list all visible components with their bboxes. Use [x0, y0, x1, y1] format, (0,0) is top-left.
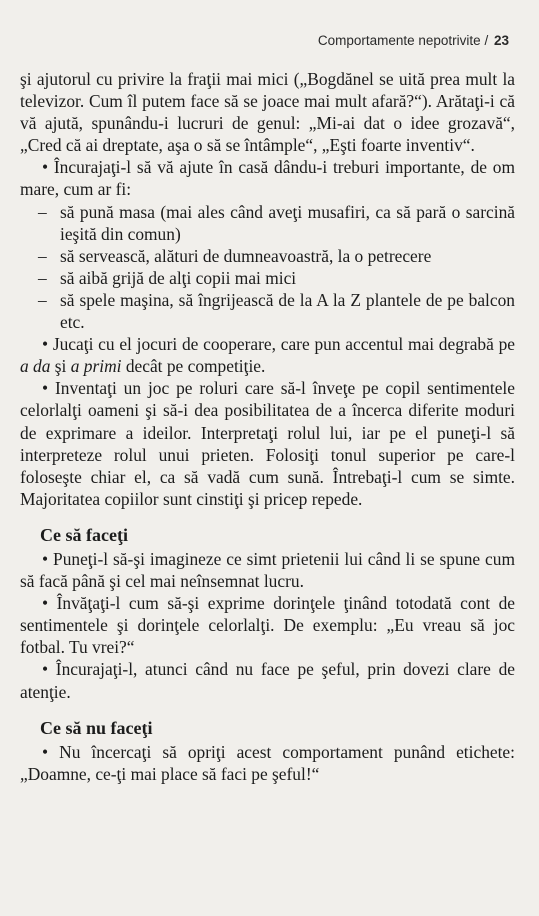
page-number: 23	[493, 33, 509, 48]
do-item: • Puneţi-l să-şi imagineze ce simt prietenii lui când li se spune cum să facă până şi cel mai neînsemnat lucru.	[20, 548, 515, 592]
section-heading-dont: Ce să nu faceţi	[40, 717, 153, 738]
list-item: – să servească, alături de dumneavoastră, la o petrecere	[38, 245, 432, 266]
do-item: • Încurajaţi-l, atunci când nu face pe şeful, prin dovezi clare de atenţie.	[20, 659, 515, 702]
header-separator: /	[484, 33, 489, 48]
running-title: Comportamente nepotrivite	[317, 33, 481, 48]
section-heading-do: Ce să faceţi	[40, 524, 128, 545]
paragraph-cooperative-games: • Jucaţi cu el jocuri de cooperare, care pun accentul mai degrabă pe a da şi a primi decât pe competiţie.	[20, 334, 515, 377]
list-item: – să pună masa (mai ales când aveţi musafiri, ca să pară o sarcină ieşită din comun)	[38, 201, 515, 244]
do-item: • Învăţaţi-l cum să-şi exprime dorinţele ţinând totodată cont de sentimentele şi dorinţele celorlalţi. De exemplu: „Eu vreau să joc fotbal. Tu vrei?“	[20, 593, 515, 658]
page-body	[20, 68, 515, 785]
running-header	[318, 33, 509, 48]
paragraph-continuation: şi ajutorul cu privire la fraţii mai mici („Bogdănel se uită prea mult la televizor. Cum îl putem face să se joace mai mult afară?“). Arătaţi-i că vă ajută, spunându-i lucruri de genul: „Mi-ai dat o idee grozavă“, „Cred că ai dreptate, aşa o să se întâmple“, „Eşti foarte inventiv“.	[20, 69, 515, 156]
paragraph-chores: • Încurajaţi-l să vă ajute în casă dându-i treburi importante, de om mare, cum ar fi:	[20, 157, 515, 200]
paragraph-role-play: • Inventaţi un joc pe roluri care să-l înveţe pe copil sentimentele celorlalţi oameni şi să-i dea posibilitatea de a încerca diferite moduri de exprimare a ideilor. Interpretaţi rolul lui, iar pe el puneţi-l să interpreteze rolul unui prieten. Folosiţi tonul superior pe care-l foloseşte chiar el, ca să vadă cum sună. Întrebaţi-l cum se simte. Majoritatea copiilor sunt cinstiţi şi pricep repede.	[20, 378, 515, 509]
list-item: – să spele maşina, să îngrijească de la A la Z plantele de pe balcon etc.	[38, 289, 515, 333]
list-item: – să aibă grijă de alţi copii mai mici	[38, 267, 297, 288]
dont-item: • Nu încercaţi să opriţi acest comportament punând etichete: „Doamne, ce-ţi mai place să faci pe şeful!“	[20, 741, 515, 784]
